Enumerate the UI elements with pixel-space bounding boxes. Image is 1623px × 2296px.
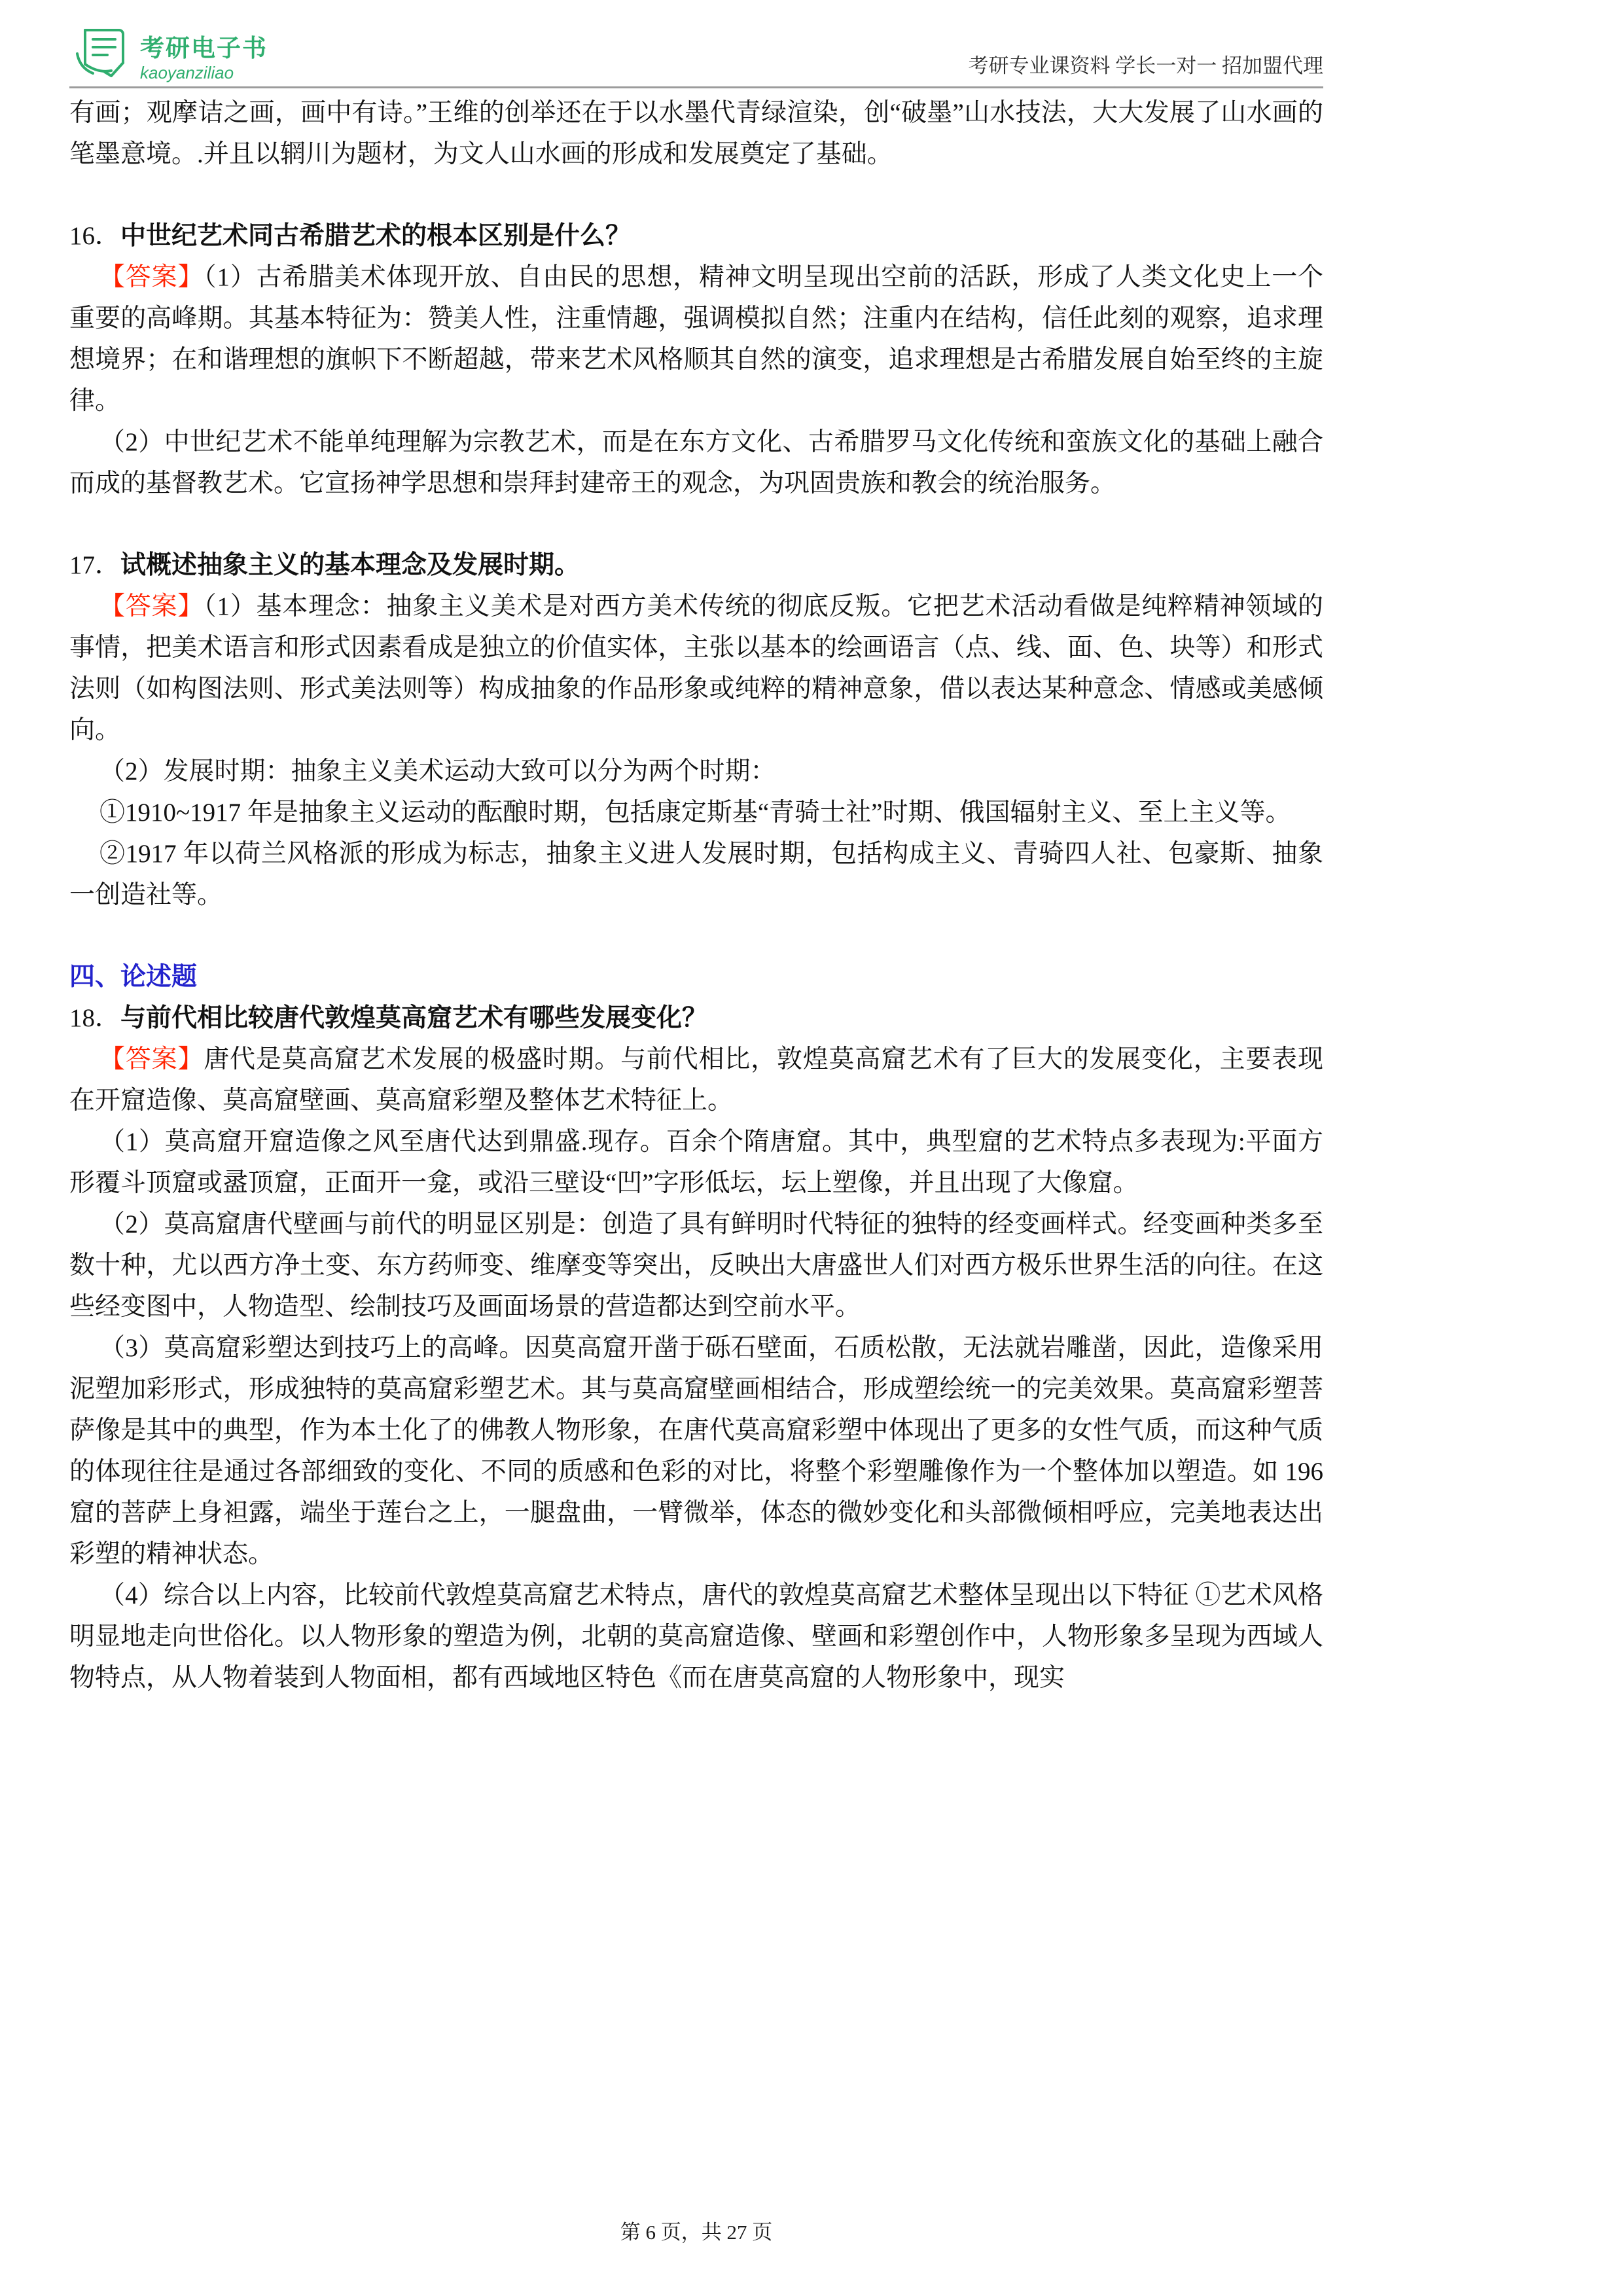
question-title: 中世纪艺术同古希腊艺术的根本区别是什么？ xyxy=(120,222,632,250)
text-run: ①1910~1917 年是抽象主义运动的酝酿时期，包括康定斯基“青骑士社”时期、俄国辐射主义、至上主义等。 xyxy=(99,798,1291,827)
question-title: 试概述抽象主义的基本理念及发展时期。 xyxy=(120,551,580,579)
section-heading-essay xyxy=(69,956,1323,997)
text-run: （4）综合以上内容，比较前代敦煌莫高窟艺术特点，唐代的敦煌莫高窟艺术整体呈现出以下特征 ①艺术风格明显地走向世俗化。以人物形象的塑造为例，北朝的莫高窟造像、壁画和彩塑创作中，人物形象多呈现为西域人物特点，从人物着装到人物面相，都有西域地区特色《而在唐莫高窟的人物形象中，现实 xyxy=(69,1581,1323,1692)
page-header xyxy=(69,0,1323,88)
page-number: 第 6 页，共 27 页 xyxy=(620,2221,773,2244)
answer-18-part-3 xyxy=(69,1327,1323,1575)
answer-18-part-1 xyxy=(69,1121,1323,1204)
answer-18-part-4 xyxy=(69,1575,1323,1698)
text-run: ②1917 年以荷兰风格派的形成为标志，抽象主义进人发展时期，包括构成主义、青骑四人社、包豪斯、抽象一创造社等。 xyxy=(69,840,1323,909)
text-run: （1）古希腊美术体现开放、自由民的思想，精神文明呈现出空前的活跃，形成了人类文化史上一个重要的高峰期。其基本特征为：赞美人性，注重情趣，强调模拟自然；注重内在结构，信任此刻的观察，追求理想境界；在和谐理想的旗帜下不断超越，带来艺术风格顺其自然的演变，追求理想是古希腊发展自始至终的主旋律。 xyxy=(69,263,1323,415)
answer-label: 【答案】 xyxy=(99,1045,204,1073)
question-16 xyxy=(69,215,1323,257)
answer-17-point-1 xyxy=(69,792,1323,833)
answer-label: 【答案】 xyxy=(99,263,204,291)
answer-17-part-1 xyxy=(69,586,1323,751)
text-run: 四、论述题 xyxy=(69,963,198,991)
brand-text xyxy=(140,25,268,82)
text-run: 17． xyxy=(69,551,121,579)
intro-paragraph xyxy=(69,92,1323,175)
ebook-logo-icon xyxy=(73,25,136,81)
text-run: （2）中世纪艺术不能单纯理解为宗教艺术，而是在东方文化、古希腊罗马文化传统和蛮族文化的基础上融合而成的基督教艺术。它宣扬神学思想和崇拜封建帝王的观念，为巩固贵族和教会的统治服务。 xyxy=(69,428,1323,497)
text-run: （1）基本理念：抽象主义美术是对西方美术传统的彻底反叛。它把艺术活动看做是纯粹精神领域的事情，把美术语言和形式因素看成是独立的价值实体，主张以基本的绘画语言（点、线、面、色、块等）和形式法则（如构图法则、形式美法则等）构成抽象的作品形象或纯粹的精神意象，借以表达某种意念、情感或美感倾向。 xyxy=(69,592,1323,744)
text-run: 18． xyxy=(69,1004,121,1032)
answer-16-part-1 xyxy=(69,257,1323,422)
question-18 xyxy=(69,997,1323,1039)
text-run: 16． xyxy=(69,222,121,250)
answer-18-intro xyxy=(69,1039,1323,1121)
text-run: （3）莫高窟彩塑达到技巧上的高峰。因莫高窟开凿于砾石壁面，石质松散，无法就岩雕凿，因此，造像采用泥塑加彩形式，形成独特的莫高窟彩塑艺术。其与莫高窟壁画相结合，形成塑绘统一的完美效果。莫高窟彩塑菩萨像是其中的典型，作为本土化了的佛教人物形象，在唐代莫高窟彩塑中体现出了更多的女性气质，而这种气质的体现往往是通过各部细致的变化、不同的质感和色彩的对比，将整个彩塑雕像作为一个整体加以塑造。如 196 窟的菩萨上身袒露，端坐于莲台之上，一腿盘曲，一臂微举，体态的微妙变化和头部微倾相呼应，完美地表达出彩塑的精神状态。 xyxy=(69,1334,1323,1568)
document-body xyxy=(69,88,1323,1698)
header-tagline: 考研专业课资料 学长一对一 招加盟代理 xyxy=(968,54,1323,77)
answer-16-part-2 xyxy=(69,422,1323,504)
brand-subtitle: kaoyanziliao xyxy=(140,63,234,82)
answer-17-part-2 xyxy=(69,751,1323,792)
question-title: 与前代相比较唐代敦煌莫高窟艺术有哪些发展变化？ xyxy=(120,1004,708,1032)
text-run: （1）莫高窟开窟造像之风至唐代达到鼎盛.现存。百余个隋唐窟。其中，典型窟的艺术特点多表现为:平面方形覆斗顶窟或盝顶窟，正面开一龛，或沿三壁设“凹”字形低坛，坛上塑像，并且出现了大像窟。 xyxy=(69,1128,1323,1197)
answer-17-point-2 xyxy=(69,833,1323,916)
answer-18-part-2 xyxy=(69,1204,1323,1327)
text-run: 唐代是莫高窟艺术发展的极盛时期。与前代相比，敦煌莫高窟艺术有了巨大的发展变化，主要表现在开窟造像、莫高窟壁画、莫高窟彩塑及整体艺术特征上。 xyxy=(69,1045,1323,1115)
answer-label: 【答案】 xyxy=(99,592,204,620)
brand-name: 考研电子书 xyxy=(140,35,268,62)
text-run: （2）莫高窟唐代壁画与前代的明显区别是：创造了具有鲜明时代特征的独特的经变画样式。经变画种类多至数十种，尤以西方净土变、东方药师变、维摩变等突出，反映出大唐盛世人们对西方极乐世界生活的向往。在这些经变图中，人物造型、绘制技巧及画面场景的营造都达到空前水平。 xyxy=(69,1210,1323,1321)
brand-logo xyxy=(73,25,268,82)
question-17 xyxy=(69,545,1323,586)
text-run: （2）发展时期：抽象主义美术运动大致可以分为两个时期： xyxy=(99,757,776,785)
text-run: 有画；观摩诘之画，画中有诗。”王维的创举还在于以水墨代青绿渲染，创“破墨”山水技法，大大发展了山水画的笔墨意境。.并且以辋川为题材，为文人山水画的形成和发展奠定了基础。 xyxy=(69,99,1323,168)
page-footer xyxy=(69,2215,1323,2245)
content-area xyxy=(69,0,1323,1698)
